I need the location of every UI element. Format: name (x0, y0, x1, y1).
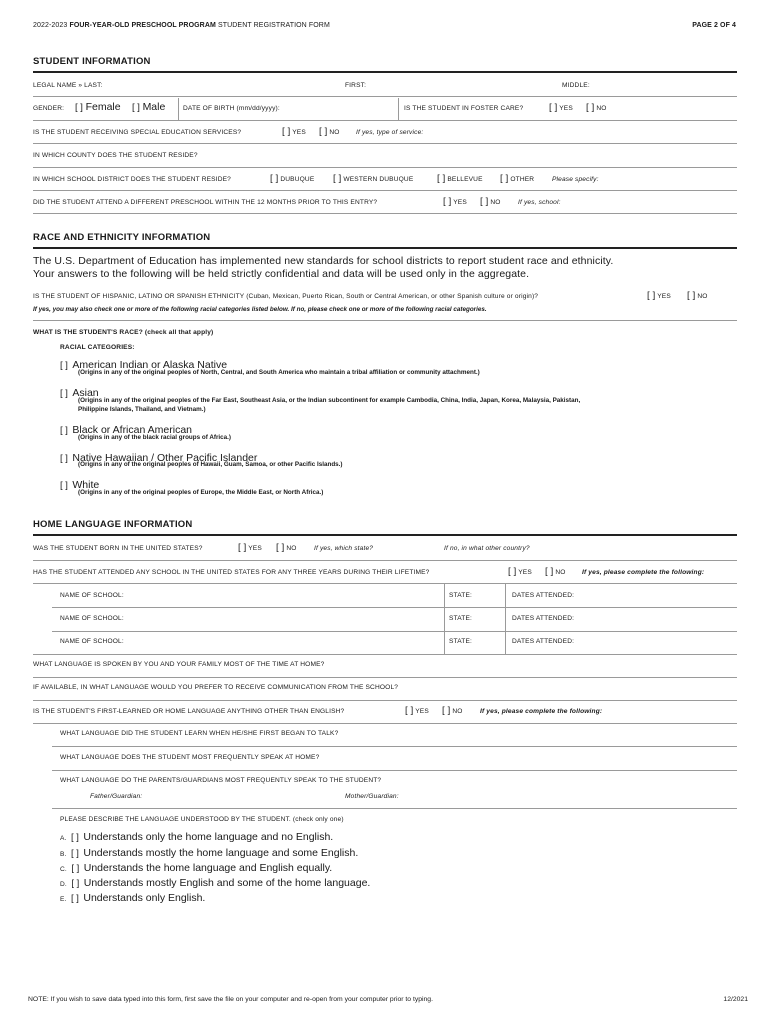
first-learned-no-checkbox[interactable]: [ ] NO (442, 705, 463, 716)
complete-following-label: If yes, please complete the following: (582, 569, 705, 576)
different-preschool-label: DID THE STUDENT ATTEND A DIFFERENT PRESCHOOL WITHIN THE 12 MONTHS PRIOR TO THIS ENTRY? (33, 199, 378, 206)
please-specify-label: Please specify: (552, 176, 599, 183)
born-us-no-checkbox[interactable]: [ ] NO (276, 542, 297, 553)
hispanic-note: If yes, you may also check one or more of the following racial categories listed below. If no, please check one or more of the following racial categories. (33, 306, 487, 313)
school-name-label: NAME OF SCHOOL: (60, 615, 124, 622)
race-option-american-indian[interactable]: [ ] American Indian or Alaska Native (60, 359, 228, 371)
most-frequent-label: WHAT LANGUAGE DOES THE STUDENT MOST FREQUENTLY SPEAK AT HOME? (60, 754, 320, 761)
describe-language-label: PLEASE DESCRIBE THE LANGUAGE UNDERSTOOD BY THE STUDENT. (check only one) (60, 816, 344, 823)
language-option-c[interactable]: C. [ ] Understands the home language and English equally. (60, 862, 333, 874)
first-talk-label: WHAT LANGUAGE DID THE STUDENT LEARN WHEN HE/SHE FIRST BEGAN TO TALK? (60, 730, 339, 737)
foster-no-checkbox[interactable]: [ ] NO (586, 102, 607, 113)
form-header (33, 22, 330, 29)
header-form-name: STUDENT REGISTRATION FORM (217, 22, 330, 29)
gender-female-checkbox[interactable]: [ ] Female (75, 101, 121, 113)
hispanic-question: IS THE STUDENT OF HISPANIC, LATINO OR SPANISH ETHNICITY (Cuban, Mexican, Puerto Rican, South or Central American, or other Spanish culture or origin)? (33, 293, 539, 300)
race-option-black[interactable]: [ ] Black or African American (60, 424, 193, 436)
race-note: (Origins in any of the original peoples of North, Central, and South America who maintain a tribal affiliation or community attachment.) (78, 369, 480, 376)
section-rule (33, 247, 737, 249)
foster-yes-checkbox[interactable]: [ ] YES (549, 102, 573, 113)
footer-note: NOTE: If you wish to save data typed into this form, first save the file on your computer and re-open from your computer prior to typing. (28, 996, 433, 1003)
header-year: 2022-2023 (33, 22, 68, 29)
foster-care-label: IS THE STUDENT IN FOSTER CARE? (404, 105, 524, 112)
attended-us-no-checkbox[interactable]: [ ] NO (545, 566, 566, 577)
school-state-label: STATE: (449, 638, 473, 645)
parents-speak-label: WHAT LANGUAGE DO THE PARENTS/GUARDIANS MOST FREQUENTLY SPEAK TO THE STUDENT? (60, 777, 382, 784)
attended-us-yes-checkbox[interactable]: [ ] YES (508, 566, 532, 577)
district-label: IN WHICH SCHOOL DISTRICT DOES THE STUDENT RESIDE? (33, 176, 231, 183)
section-title-language: HOME LANGUAGE INFORMATION (33, 519, 193, 530)
born-us-yes-checkbox[interactable]: [ ] YES (238, 542, 262, 553)
mother-guardian-label: Mother/Guardian: (345, 793, 399, 800)
language-option-e[interactable]: E. [ ] Understands only English. (60, 892, 206, 904)
race-intro-line-2: Your answers to the following will be held strictly confidential and data will be used only in the aggregate. (33, 268, 530, 280)
which-state-label: If yes, which state? (314, 545, 374, 552)
language-option-d[interactable]: D. [ ] Understands mostly English and some of the home language. (60, 877, 371, 889)
language-option-a[interactable]: A. [ ] Understands only the home language and no English. (60, 831, 334, 843)
district-western-dubuque-checkbox[interactable]: [ ] WESTERN DUBUQUE (333, 173, 414, 184)
born-us-label: WAS THE STUDENT BORN IN THE UNITED STATES? (33, 545, 203, 552)
attended-us-label: HAS THE STUDENT ATTENDED ANY SCHOOL IN THE UNITED STATES FOR ANY THREE YEARS DURING THEIR LIFETIME? (33, 569, 430, 576)
gender-male-checkbox[interactable]: [ ] Male (132, 101, 166, 113)
special-ed-no-checkbox[interactable]: [ ] NO (319, 126, 340, 137)
prefer-communication-label: IF AVAILABLE, IN WHAT LANGUAGE WOULD YOU PREFER TO RECEIVE COMMUNICATION FROM THE SCHOOL? (33, 684, 399, 691)
race-note: (Origins in any of the black racial groups of Africa.) (78, 434, 232, 441)
section-title-race: RACE AND ETHNICITY INFORMATION (33, 232, 211, 243)
complete-following-label: If yes, please complete the following: (480, 708, 603, 715)
spoken-home-label: WHAT LANGUAGE IS SPOKEN BY YOU AND YOUR FAMILY MOST OF THE TIME AT HOME? (33, 661, 325, 668)
school-state-label: STATE: (449, 592, 473, 599)
page-number: PAGE 2 OF 4 (692, 22, 736, 29)
race-intro-line-1: The U.S. Department of Education has implemented new standards for school districts to report student race and ethnicity. (33, 255, 614, 267)
school-name-label: NAME OF SCHOOL: (60, 592, 124, 599)
hispanic-no-checkbox[interactable]: [ ] NO (687, 290, 708, 301)
race-note: Philippine Islands, Thailand, and Vietnam.) (78, 406, 206, 413)
race-question: WHAT IS THE STUDENT'S RACE? (check all that apply) (33, 329, 214, 336)
other-country-label: If no, in what other country? (444, 545, 530, 552)
race-option-white[interactable]: [ ] White (60, 479, 100, 491)
special-ed-label: IS THE STUDENT RECEIVING SPECIAL EDUCATION SERVICES? (33, 129, 242, 136)
first-name-label: FIRST: (345, 82, 367, 89)
father-guardian-label: Father/Guardian: (90, 793, 143, 800)
district-bellevue-checkbox[interactable]: [ ] BELLEVUE (437, 173, 483, 184)
race-option-asian[interactable]: [ ] Asian (60, 387, 99, 399)
different-preschool-yes-checkbox[interactable]: [ ] YES (443, 196, 467, 207)
school-name-label: NAME OF SCHOOL: (60, 638, 124, 645)
first-learned-yes-checkbox[interactable]: [ ] YES (405, 705, 429, 716)
first-learned-label: IS THE STUDENT'S FIRST-LEARNED OR HOME LANGUAGE ANYTHING OTHER THAN ENGLISH? (33, 708, 345, 715)
header-program: FOUR-YEAR-OLD PRESCHOOL PROGRAM (69, 22, 216, 29)
section-rule (33, 534, 737, 536)
county-label: IN WHICH COUNTY DOES THE STUDENT RESIDE? (33, 152, 198, 159)
hispanic-yes-checkbox[interactable]: [ ] YES (647, 290, 671, 301)
race-option-pacific-islander[interactable]: [ ] Native Hawaiian / Other Pacific Islander (60, 452, 258, 464)
school-dates-label: DATES ATTENDED: (512, 638, 575, 645)
race-note: (Origins in any of the original peoples of the Far East, Southeast Asia, or the Indian subcontinent for example Cambodia, China, India, Japan, Korea, Malaysia, Pakistan, (78, 397, 581, 404)
race-note: (Origins in any of the original peoples of Hawaii, Guam, Samoa, or other Pacific Islands.) (78, 461, 343, 468)
special-ed-yes-checkbox[interactable]: [ ] YES (282, 126, 306, 137)
school-dates-label: DATES ATTENDED: (512, 615, 575, 622)
dob-label: DATE OF BIRTH (mm/dd/yyyy): (183, 105, 280, 112)
middle-name-label: MIDDLE: (562, 82, 590, 89)
race-note: (Origins in any of the original peoples of Europe, the Middle East, or North Africa.) (78, 489, 324, 496)
language-option-b[interactable]: B. [ ] Understands mostly the home language and some English. (60, 847, 359, 859)
section-title-student: STUDENT INFORMATION (33, 56, 151, 67)
district-other-checkbox[interactable]: [ ] OTHER (500, 173, 535, 184)
racial-categories-label: RACIAL CATEGORIES: (60, 344, 135, 351)
school-state-label: STATE: (449, 615, 473, 622)
legal-name-last-label: LEGAL NAME » LAST: (33, 82, 103, 89)
special-ed-type-label: If yes, type of service: (356, 129, 424, 136)
footer-date: 12/2021 (723, 996, 748, 1003)
gender-label: GENDER: (33, 105, 65, 112)
different-preschool-no-checkbox[interactable]: [ ] NO (480, 196, 501, 207)
if-yes-school-label: If yes, school: (518, 199, 561, 206)
district-dubuque-checkbox[interactable]: [ ] DUBUQUE (270, 173, 315, 184)
school-dates-label: DATES ATTENDED: (512, 592, 575, 599)
section-rule (33, 71, 737, 73)
